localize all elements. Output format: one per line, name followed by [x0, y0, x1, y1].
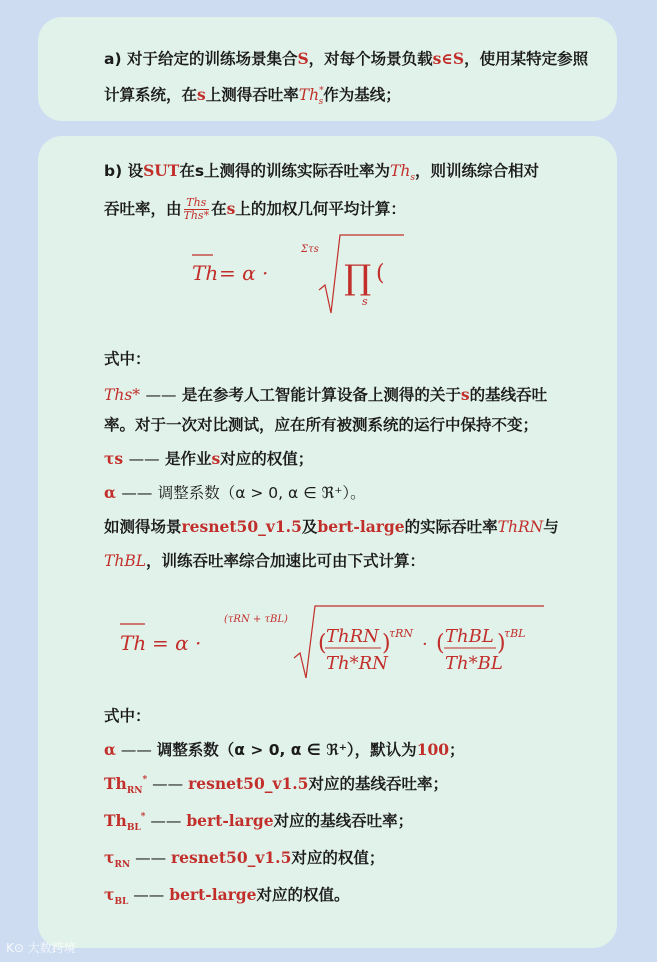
th-base-symbol: $Th^*_s$ — [298, 86, 324, 107]
paragraph-b-line2 — [104, 189, 589, 229]
num-rn: ThRN — [326, 626, 379, 647]
definition-suffix: 对应的基线吞吐率； — [308, 775, 448, 793]
definition-highlight: resnet50_v1.5 — [188, 774, 309, 793]
text-b-mid2: ，则训练综合相对 — [415, 162, 540, 180]
close-paren-1: ) — [382, 631, 391, 656]
formula-1-svg — [104, 233, 404, 325]
watermark-logo: K⊙ 大数跨境 — [6, 941, 76, 955]
s-label: s — [197, 85, 206, 104]
where-label-1: 式中： — [104, 350, 151, 368]
example-paragraph-2 — [104, 544, 589, 578]
definitions-list-2 — [104, 733, 589, 915]
element-label: s∈S — [432, 49, 465, 68]
definition-highlight: bert-large — [169, 885, 257, 904]
den-rn: Th*RN — [326, 653, 388, 674]
example-text3: 的实际吞吐率 — [404, 518, 498, 536]
example-text2: 及 — [301, 518, 318, 536]
formula-speedup — [104, 582, 589, 686]
def-baseline-throughput — [104, 378, 589, 412]
def-alpha-text: 调整系数（α > 0, α ∈ ℜ⁺）。 — [157, 484, 366, 502]
example-paragraph — [104, 510, 589, 544]
definition-dash: —— — [115, 741, 157, 759]
s-label-c: s — [460, 385, 470, 404]
dash-3: —— — [121, 484, 153, 502]
def-ths-text1: 是在参考人工智能计算设备上测得的关于 — [181, 386, 461, 404]
set-s-label: S — [297, 49, 309, 68]
definition-suffix: 对应的权值； — [291, 849, 385, 867]
definition-item — [104, 878, 589, 915]
den-bl: Th*BL — [445, 653, 503, 674]
th-rn-symbol: ThRN — [497, 518, 544, 536]
definition-symbol: α — [104, 740, 116, 759]
text-a-mid1: ，对每个场景负载 — [308, 50, 433, 68]
text-b-line2-mid: 在 — [211, 200, 227, 218]
dash-1: —— — [145, 386, 177, 404]
text-a-prefix: a) 对于给定的训练场景集合 — [104, 50, 298, 68]
dash-2: —— — [128, 450, 160, 468]
sut-label: SUT — [143, 161, 180, 180]
close-paren-2: ) — [497, 631, 506, 656]
formula-weighted-geometric-mean — [104, 233, 589, 329]
s-label-d: s — [211, 449, 221, 468]
where-label-2: 式中： — [104, 707, 151, 725]
root-index-2: (τRN + τBL) — [224, 614, 288, 625]
definition-highlight: resnet50_v1.5 — [171, 848, 292, 867]
s-label-b: s — [226, 199, 236, 218]
exp-rn: τRN — [389, 627, 413, 640]
eq-alpha: = α · — [219, 261, 269, 285]
model-bert: bert-large — [317, 517, 405, 536]
text-a-suffix: 作为基线； — [323, 86, 401, 104]
definition-dash: —— — [128, 886, 170, 904]
tau-symbol: τs — [104, 449, 124, 468]
definition-item — [104, 804, 589, 841]
definition-item — [104, 733, 589, 767]
th-s-star-symbol: Ths* — [104, 386, 141, 404]
definition-symbol: $Th_{BL}^*$ — [104, 811, 146, 833]
def-ths-text2: 的基线吞吐 — [469, 386, 548, 404]
example-text4: 与 — [543, 518, 559, 536]
paragraph-b-line1 — [104, 156, 589, 189]
definition-item — [104, 841, 589, 878]
th-s-symbol: $Th_s$ — [390, 162, 416, 183]
definition-item — [104, 767, 589, 804]
formula-2-svg — [104, 582, 589, 682]
model-resnet: resnet50_v1.5 — [181, 517, 302, 536]
lhs-th-2: Th — [120, 631, 147, 655]
text-b-prefix: b) 设 — [104, 162, 144, 180]
mult-dot: · — [422, 634, 428, 655]
text-b-line2-suffix: 上的加权几何平均计算： — [235, 200, 406, 218]
definition-dash: —— — [147, 775, 189, 793]
open-paren: ( — [376, 261, 385, 286]
paragraph-a — [104, 41, 589, 116]
num-bl: ThBL — [445, 626, 494, 647]
definition-symbol: $\tau_{BL}$ — [104, 885, 129, 907]
definition-dash: —— — [145, 812, 187, 830]
definition-text: 调整系数（α > 0, α ∈ ℜ⁺），默认为 — [156, 741, 417, 759]
definition-highlight: 100 — [416, 740, 450, 759]
root-index: Στs — [301, 244, 319, 255]
th-bl-symbol: ThBL — [104, 552, 147, 570]
open-paren-1: ( — [318, 631, 327, 656]
open-paren-2: ( — [436, 631, 445, 656]
definition-highlight: bert-large — [186, 811, 274, 830]
ratio-fraction: $\frac{\text{Ths}}{\text{Ths*}}$ — [183, 196, 210, 222]
def-alpha — [104, 476, 589, 510]
definition-symbol: $Th_{RN}^*$ — [104, 774, 148, 796]
lhs-th: Th — [192, 261, 219, 285]
example-text5: ，训练吞吐率综合加速比可由下式计算： — [146, 552, 426, 570]
example-text1: 如测得场景 — [104, 518, 182, 536]
alpha-symbol: α — [104, 483, 116, 502]
definition-suffix: ； — [449, 741, 465, 759]
exp-bl: τBL — [504, 627, 526, 640]
text-b-mid1: 在s上测得的训练实际吞吐率为 — [179, 162, 391, 180]
definition-symbol: $\tau_{RN}$ — [104, 848, 131, 870]
definition-dash: —— — [130, 849, 172, 867]
product-symbol: ∏ — [344, 258, 372, 298]
text-b-line2-prefix: 吞吐率，由 — [104, 200, 182, 218]
eq-alpha-2: = α · — [152, 631, 202, 655]
text-a-mid3: 上测得吞吐率 — [205, 86, 299, 104]
definition-suffix: 对应的权值。 — [256, 886, 350, 904]
definition-card-a — [38, 17, 617, 121]
def-weight — [104, 442, 589, 476]
product-index: s — [362, 295, 368, 308]
def-tau-text1: 是作业 — [164, 450, 212, 468]
def-ths-text3: 率。对于一次对比测试，应在所有被测系统的运行中保持不变； — [104, 416, 539, 434]
text-a-mid2: ，使用某特定参照计算系统，在 — [104, 50, 589, 104]
def-tau-text2: 对应的权值； — [220, 450, 314, 468]
definition-card-b — [38, 136, 617, 948]
definition-suffix: 对应的基线吞吐率； — [273, 812, 414, 830]
